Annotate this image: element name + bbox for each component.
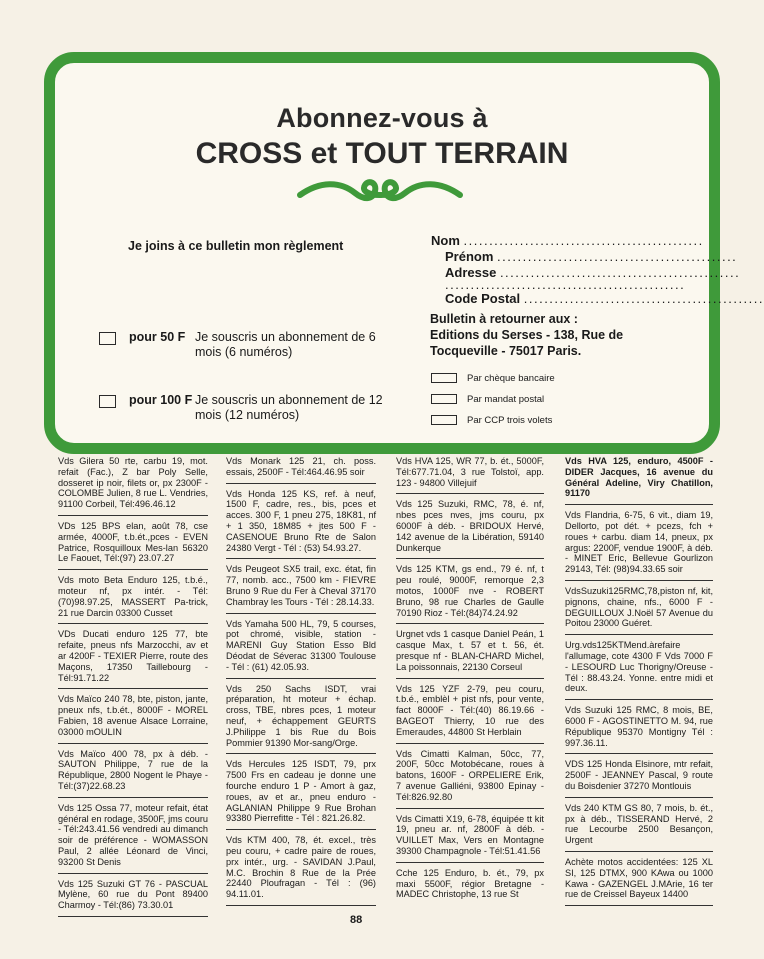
return-address-line3: Tocqueville - 75017 Paris. — [430, 344, 582, 358]
checkbox-cheque[interactable] — [431, 373, 457, 383]
classified-ad: Vds Suzuki 125 RMC, 8 mois, BE, 6000 F - AGOSTINETTO M. 94, rue République 95370 Montigny Tél : 997.36.11. — [565, 705, 713, 754]
classified-ad: VDS 125 Honda Elsinore, mtr refait, 2500F - JEANNEY Pascal, 9 route du Boisdenier 37270 Montlouis — [565, 759, 713, 797]
classified-ad: Vds 240 KTM GS 80, 7 mois, b. ét., px à déb., TISSERAND Hervé, 2 rue Lecourbe 2500 Besançon, Urgent — [565, 803, 713, 852]
payment-cheque[interactable]: Par chèque bancaire — [431, 373, 555, 384]
field-adresse[interactable]: Adresse ............................................... — [445, 265, 741, 280]
field-code-postal[interactable]: Code Postal ............................................... — [445, 291, 764, 306]
payment-mandat[interactable]: Par mandat postal — [431, 394, 544, 405]
classified-ad: Vds Flandria, 6-75, 6 vit., diam 19, Dellorto, pot dét. + pcezs, fch + roues + carbu. diam 14, pneux, px argus: 2200F, vendue 1900F, à déb. - MINET Eric, Bellevue Gourlizon 29143, Tél: (98)94.33.65 soir — [565, 510, 713, 581]
return-address-line1: Bulletin à retourner aux : — [430, 312, 578, 326]
classified-ad: Vds Maïco 400 78, px à déb. - SAUTON Philippe, 7 rue de la République, 2800 Nogent le Phaye - Tél:(37)22.68.23 — [58, 749, 208, 798]
classified-ad: Vds Yamaha 500 HL, 79, 5 courses, pot chromé, visible, station - MARENI Guy Station Esso Bld Déodat de Séverac 31300 Toulouse - Tél : (61) 42.05.93. — [226, 619, 376, 679]
classified-ad: VDs Ducati enduro 125 77, bte refaite, pneus nfs Marzocchi, av et ar 4200F - TEXIER Pierre, route des Maçons, 17350 Taillebourg - Tél:91.71.22 — [58, 629, 208, 689]
payment-ccp[interactable]: Par CCP trois volets — [431, 415, 552, 426]
field-prenom[interactable]: Prénom ............................................... — [445, 249, 738, 264]
payment-intro: Je joins à ce bulletin mon règlement — [128, 239, 344, 253]
classified-ad: Vds 125 KTM, gs end., 79 é. nf, t peu roulé, 9000F, remorque 2,3 motos, 1000F nve - ROBERT Bruno, 98 rue Charles de Gaulle 70190 Rioz - Tél:(84)74.24.92 — [396, 564, 544, 624]
classified-ad: Vds 125 Ossa 77, moteur refait, état général en rodage, 3500F, jms couru - Tél:243.41.56 vendredi au dimanch soir de préférence - WOMASSON Paul, 2 allée Léonard de Vinci, 93200 St Denis — [58, 803, 208, 874]
option-12-text: Je souscris un abonnement de 12 mois (12 numéros) — [195, 393, 383, 422]
option-6-price: pour 50 F — [129, 330, 186, 344]
classified-ad: Vds Monark 125 21, ch. poss. essais, 2500F - Tél:464.46.95 soir — [226, 456, 376, 484]
classifieds-column-3 — [396, 456, 544, 910]
checkbox-mandat[interactable] — [431, 394, 457, 404]
option-6-months[interactable] — [99, 330, 419, 362]
ornament-swash-icon — [295, 173, 465, 209]
classified-ad: Vds Hercules 125 ISDT, 79, prx 7500 Frs en cadeau je donne une fourche enduro 1 P - Amort à gaz, roues, av et ar., pneu enduro - AGLANIAN Philippe 9 Rue Brohan 93380 Pierrefitte - Tél : 821.26.82. — [226, 759, 376, 830]
classified-ad: Achète motos accidentées: 125 XL SI, 125 DTMX, 900 KAwa ou 1000 Kawa - GAZENGEL J.MArie, 16 ter rue de Creissel Bayeux 14400 — [565, 857, 713, 906]
classified-ad: Vds 125 YZF 2-79, peu couru, t.b.é., emblèl + pist nfs, pour vente, fact 8000F - Tél:(40) 86.19.66 - BAGEOT Thierry, 10 rue des Emeraudes, 44800 St Herblain — [396, 684, 544, 744]
classified-ad: Vds HVA 125, WR 77, b. ét., 5000F, Tél:677.71.04, 3 rue Tolstoï, app. 123 - 94800 Villejuif — [396, 456, 544, 494]
classified-ad: Vds Cimatti X19, 6-78, équipée tt kit 19, pneu ar. nf, 2800F à déb. - VUILLET Max, Vers en Montagne 39300 Champagnole - Tél:51.41.56 — [396, 814, 544, 863]
classified-ad: Vds Honda 125 KS, ref. à neuf, 1500 F, cadre, res., bis, pces et acces. 300 F, 1 pneu 275, 18K81, nf + 1 350, 18M85 + jtes 500 F - CASENOUE Bruno Rte de Salon 24380 Vergt - Tél : (53) 54.93.27. — [226, 489, 376, 560]
classified-ad: Urg.vds125KTMend.àrefaire l'allumage, cote 4300 F Vds 7000 F - LESOURD Luc Thorigny/Oreuse - Tél : 88.43.24. Yonne. entre midi et deux. — [565, 640, 713, 700]
classified-ad: VDs 125 BPS elan, août 78, cse armée, 4000F, t.b.ét.,pces - EVEN Patrice, Rosquilloux Mes-lan 56320 Le Faouet, Tél:(97) 23.07.27 — [58, 521, 208, 570]
classifieds-column-1 — [58, 456, 208, 922]
classified-ad: Vds 125 Suzuki, RMC, 78, é. nf, nbes pces nves, jms couru, px 6000F à déb. - BRIDOUX Hervé, 142 avenue de la Libération, 59140 Dunkerque — [396, 499, 544, 559]
classified-ad: Vds 125 Suzuki GT 76 - PASCUAL Mylène, 60 rue du Pont 89400 Charmoy - Tél:(86) 73.30.01 — [58, 879, 208, 917]
option-12-price: pour 100 F — [129, 393, 193, 407]
option-6-text: Je souscris un abonnement de 6 mois (6 numéros) — [195, 330, 376, 359]
return-address-line2: Editions du Serses - 138, Rue de — [430, 328, 624, 342]
checkbox-6-months[interactable] — [99, 332, 116, 345]
classified-ad: VdsSuzuki125RMC,78,piston nf, kit, pignons, chaine, nfs., 6000 F - DEGUILLOUX J.Noël 57 Avenue du Poitou 23000 Guéret. — [565, 586, 713, 635]
page-number: 88 — [350, 914, 363, 926]
classified-ad: Vds KTM 400, 78, ét. excel., très peu couru, + cadre paire de roues, prx intér., urg. - SAVIDAN J.Paul, M.C. Brochin 8 Rue de la Prée 22440 Ploufragan - Tél : (96) 94.11.01. — [226, 835, 376, 906]
classified-ad: Cche 125 Enduro, b. ét., 79, px maxi 5500F, régior Bretagne - MADEC Christophe, 13 rue St — [396, 867, 544, 900]
classifieds-column-4 — [565, 456, 713, 911]
classified-ad: Vds 250 Sachs ISDT, vrai préparation, ht moteur + échap. cross, TBE, nbres pces, 1 moteur neuf, + échappement GEURTS J.Philippe 1 bis Rue du Bois Pommier 91390 Mor-sang/Orge. — [226, 684, 376, 755]
classified-ad: Vds HVA 125, enduro, 4500F - DIDER Jacques, 16 avenue du Général Adeline, Viry Chatillon, 91170 — [565, 456, 713, 505]
subscription-box — [44, 52, 764, 454]
field-nom[interactable]: Nom ............................................... — [431, 233, 704, 248]
field-adresse-line2[interactable]: ............................................... — [445, 277, 686, 292]
option-12-months[interactable] — [99, 393, 419, 425]
classifieds-column-2 — [226, 456, 376, 911]
subscription-title-line1: Abonnez-vous à — [276, 103, 488, 133]
classified-ad: Vds Peugeot SX5 trail, exc. état, fin 77, nomb. acc., 7500 km - FIEVRE Bruno 9 Rue du Fer à Cheval 37170 Chambray les Tours - Tél : 28.14.33. — [226, 564, 376, 613]
classified-ad: Vds moto Beta Enduro 125, t.b.é., moteur nf, px intér. - Tél:(70)98.97.25, MASSERT Pa-trick, 21 rue Darcin 03300 Cusset — [58, 575, 208, 624]
classified-ad: Vds Cimatti Kalman, 50cc, 77, 200F, 50cc Motobécane, roues à batons, 1600F - ORPELIERE Erik, 7 avenue Galliéni, 93800 Epinay - Tél:826.92.80 — [396, 749, 544, 809]
checkbox-ccp[interactable] — [431, 415, 457, 425]
classified-ad: Vds Maïco 240 78, bte, piston, jante, pneux nfs, t.b.ét., 8000F - MOREL Fabien, 18 avenue Alsace Lorraine, 03000 mOULIN — [58, 694, 208, 743]
classified-ad: Urgnet vds 1 casque Daniel Peán, 1 casque Max, t. 57 et t. 56, ét. presque nf - BLAN-CHARD Michel, La poissonnais, 22130 Corseul — [396, 629, 544, 678]
return-address — [430, 311, 695, 359]
subscription-title-line2: CROSS et TOUT TERRAIN — [195, 137, 569, 170]
classified-ad: Vds Gilera 50 rte, carbu 19, mot. refait (Fac.), Z bar Poly Selle, dosseret ip noir, filets or, px 2300F - COLOMBE Julien, 8 rue L. Vendries, 91100 Corbeil, Tél:496.46.12 — [58, 456, 208, 516]
checkbox-12-months[interactable] — [99, 395, 116, 408]
